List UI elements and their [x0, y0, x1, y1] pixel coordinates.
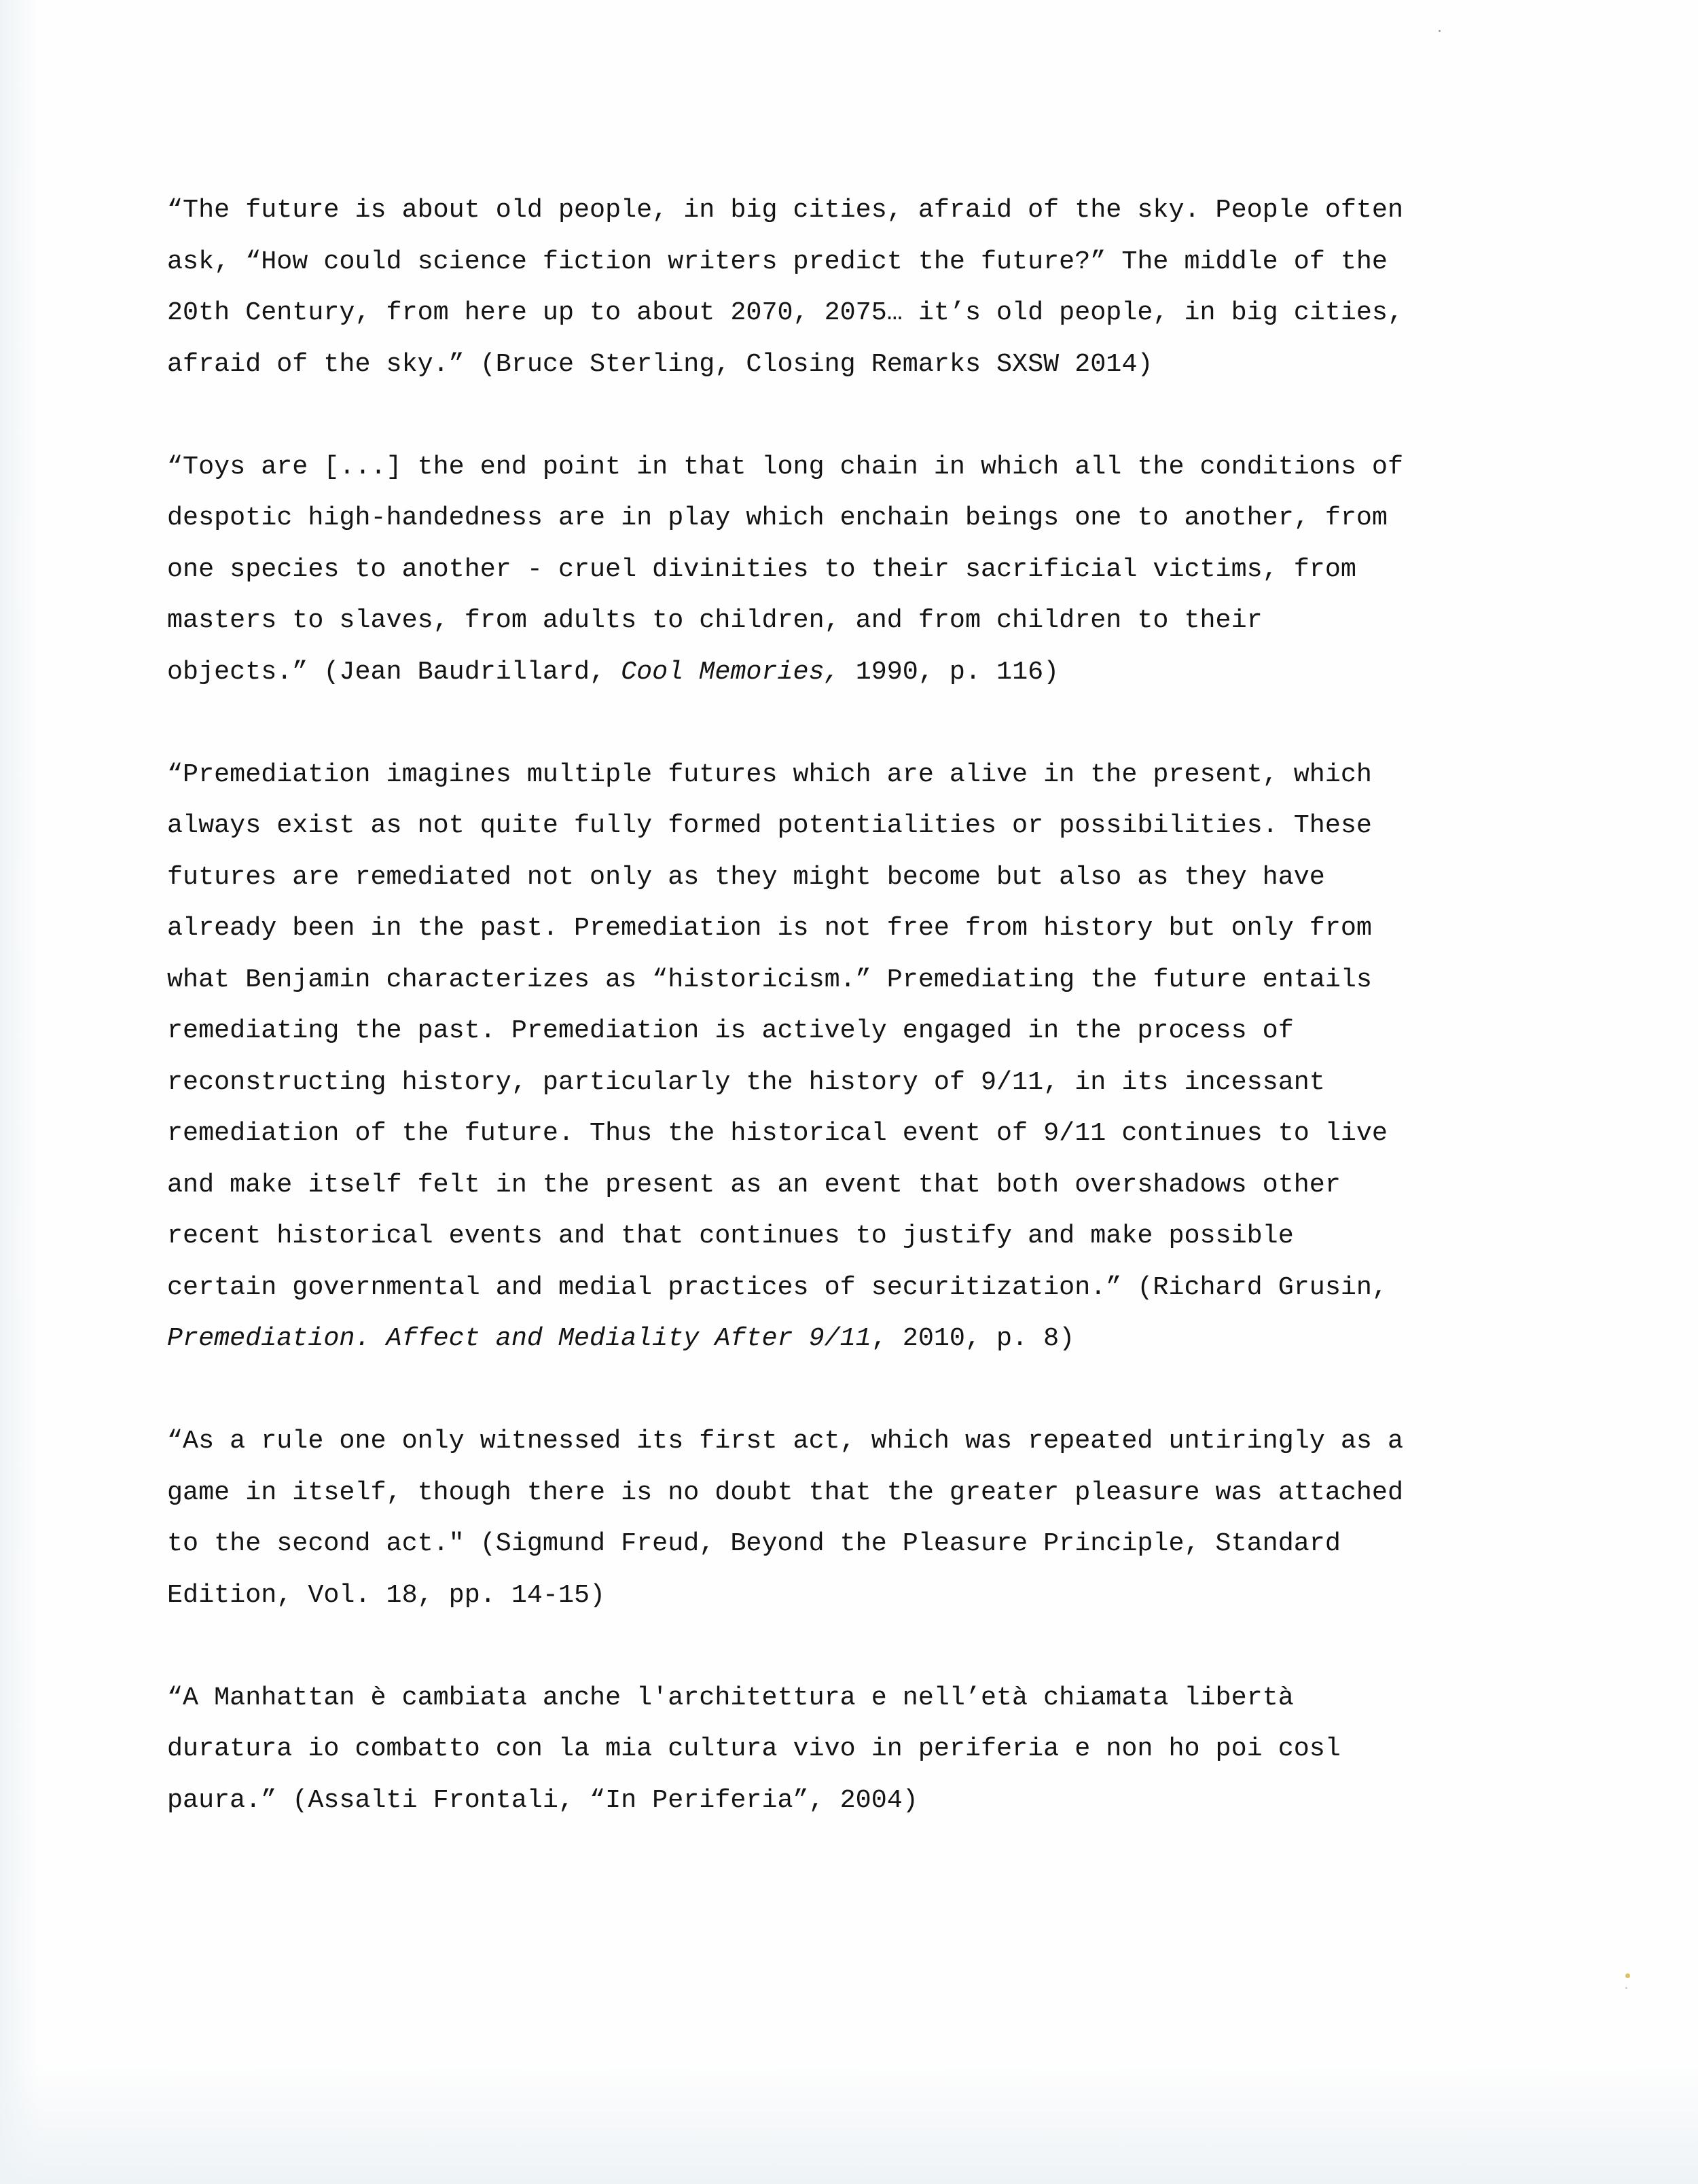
text-line: already been in the past. Premediation is not free from history but only from — [167, 913, 1372, 943]
text-line: duratura io combatto con la mia cultura vivo in periferia e non ho poi cosl — [167, 1734, 1341, 1764]
text-line: always exist as not quite fully formed potentialities or possibilities. These — [167, 810, 1372, 840]
quotations-text — [167, 185, 1539, 1878]
quote-bruce-sterling — [167, 185, 1539, 390]
text-line: certain governmental and medial practices of securitization.” (Richard Grusin, — [167, 1272, 1388, 1302]
text-line: “As a rule one only witnessed its first act, which was repeated untiringly as a — [167, 1426, 1404, 1456]
text-line: Premediation. Affect and Mediality After 9/11, 2010, p. 8) — [167, 1323, 1075, 1353]
text-line: to the second act." (Sigmund Freud, Beyond the Pleasure Principle, Standard — [167, 1528, 1341, 1558]
quote-sigmund-freud — [167, 1416, 1539, 1621]
text-line: futures are remediated not only as they might become but also as they have — [167, 861, 1325, 892]
text-line: objects.” (Jean Baudrillard, Cool Memories, 1990, p. 116) — [167, 656, 1060, 687]
text-line: ask, “How could science fiction writers predict the future?” The middle of the — [167, 246, 1388, 276]
quote-richard-grusin — [167, 749, 1539, 1365]
scan-dust-speck — [1625, 1987, 1627, 1989]
text-line: game in itself, though there is no doubt that the greater pleasure was attached — [167, 1477, 1404, 1507]
text-line: afraid of the sky.” (Bruce Sterling, Closing Remarks SXSW 2014) — [167, 348, 1153, 379]
text-line: paura.” (Assalti Frontali, “In Periferia”, 2004) — [167, 1785, 918, 1815]
text-line: Edition, Vol. 18, pp. 14-15) — [167, 1579, 606, 1610]
quote-jean-baudrillard — [167, 442, 1539, 698]
quote-assalti-frontali — [167, 1672, 1539, 1827]
text-line: one species to another - cruel divinities to their sacrificial victims, from — [167, 554, 1356, 584]
scan-edge-shadow-bottom — [0, 2062, 1698, 2184]
book-title-cool-memories: Cool Memories, — [621, 656, 840, 687]
text-line: “Toys are [...] the end point in that long chain in which all the conditions of — [167, 451, 1404, 482]
text-line: “A Manhattan è cambiata anche l'architettura e nell’età chiamata libertà — [167, 1682, 1294, 1713]
book-title-premediation: Premediation. Affect and Mediality After 9/11 — [167, 1323, 871, 1353]
text-line: despotic high-handedness are in play which enchain beings one to another, from — [167, 503, 1388, 533]
scan-dust-speck — [1625, 1973, 1630, 1978]
scan-dust-speck — [1439, 30, 1441, 32]
text-line: remediating the past. Premediation is actively engaged in the process of — [167, 1016, 1294, 1045]
text-line: “The future is about old people, in big cities, afraid of the sky. People often — [167, 195, 1404, 225]
text-line: reconstructing history, particularly the history of 9/11, in its incessant — [167, 1067, 1325, 1097]
scan-edge-shadow-left — [0, 0, 41, 2184]
text-line: 20th Century, from here up to about 2070, 2075… it’s old people, in big cities, — [167, 298, 1404, 327]
text-line: masters to slaves, from adults to children, and from children to their — [167, 605, 1263, 635]
text-line: remediation of the future. Thus the historical event of 9/11 continues to live — [167, 1118, 1388, 1148]
text-line: recent historical events and that continues to justify and make possible — [167, 1221, 1294, 1251]
text-line: what Benjamin characterizes as “historicism.” Premediating the future entails — [167, 964, 1372, 995]
text-line: and make itself felt in the present as an event that both overshadows other — [167, 1169, 1341, 1200]
text-line: “Premediation imagines multiple futures which are alive in the present, which — [167, 759, 1372, 789]
